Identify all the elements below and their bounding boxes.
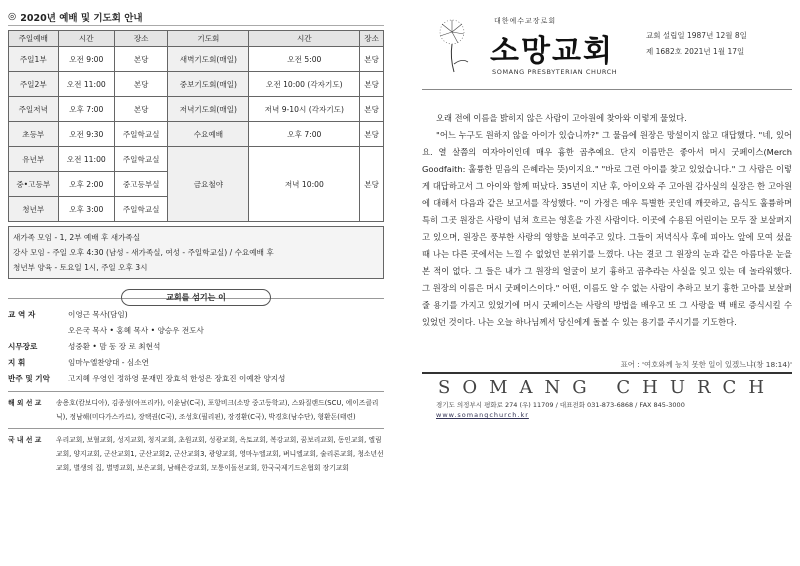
- footer-church-name: SOMANG CHURCH: [437, 377, 777, 398]
- footer-address: 경기도 의정부시 평화로 274 (우) 11709 / 대표전화 031-873-6868 / FAX 845-3000: [436, 401, 685, 409]
- schedule-notes: [8, 226, 384, 279]
- list-item: 지 휘 임마누엘찬양대 - 심소연: [8, 358, 149, 367]
- list-item: 오은국 목사 • 홍혜 목사 • 양승우 전도사: [68, 326, 204, 335]
- table-row: 청년부 오후 3:00 주일학교실: [9, 197, 384, 222]
- table-row: 유년부 오전 11:00 주일학교실 금요철야 저녁 10:00 본당: [9, 147, 384, 172]
- right-page: [422, 8, 792, 419]
- missions-domestic: 국 내 선 교 우리교회, 보혈교회, 성지교회, 청지교회, 초원교회, 성광교회, 옥토교회, 복강교회, 꿈보리교회, 동인교회, 엘림교회, 양지교회, 군산교회1, 군산교회2, 군산교회3, 광양교회, 영마누엘교회, 벼니엘교회, 술리론교회, 청소년선교회, 별생의 집, 별명교회, 보은교회, 남해은강교회, 모퉁이돌선교회, 한국국제기드온협회 장기교회: [8, 436, 384, 472]
- header-place: 장소: [114, 31, 167, 47]
- header-time: 시간: [58, 31, 114, 47]
- table-row: 주일1부 오전 9:00 본당 새벽기도회(매일) 오전 5:00 본당: [9, 47, 384, 72]
- table-row: 초등부 오전 9:30 주일학교실 수요예배 오후 7:00 본당: [9, 122, 384, 147]
- footer-website-link[interactable]: www.somangchurch.kr: [436, 411, 529, 419]
- header-place-2: 장소: [360, 31, 384, 47]
- list-item: 시무장로 성중환 • 맘 동 장 로 최현석: [8, 342, 161, 351]
- dandelion-icon: [432, 14, 474, 74]
- missions-abroad: 해 외 선 교 송용호(캄보디아), 김종성(아프리카), 이윤남(C국), 포항비크(소망 중고등학교), 스와질랜드(SCU, 에이즈클리닉), 정남해(미다가스카르), 장택권(C국), 조성호(필리핀), 장경환(C국), 박경호(남수단), 형환돈(태련): [8, 399, 379, 421]
- issue-info: 교회 설립일 1987년 12월 8일 제 1682호 2021년 1월 17일: [646, 31, 747, 56]
- servants-title: 교회를 섬기는 이: [121, 289, 271, 306]
- note-line: 청년부 양육 - 토요일 1시, 주일 오후 3시: [13, 263, 148, 272]
- header-worship: 주일예배: [9, 31, 59, 47]
- schedule-title: ◎ 2020년 예배 및 기도회 안내: [8, 8, 384, 26]
- list-item: 반주 및 기악 고지혜 우영인 정하영 문재민 장효석 한성은 장효진 이예찬 양지성: [8, 374, 286, 383]
- bulletin-header: [422, 8, 792, 90]
- schedule-table: [8, 30, 384, 222]
- bullet-icon: ◎: [8, 11, 17, 22]
- table-row: 주일저녁 오후 7:00 본당 저녁기도회(매일) 저녁 9-10시 (각자기도) 본당: [9, 97, 384, 122]
- note-line: 강사 모임 - 주일 오후 4:30 (남성 - 새가족실, 여성 - 주일학교실) / 수요예배 후: [13, 248, 274, 257]
- table-row: 주일2부 오전 11:00 본당 중보기도회(매일) 오전 10:00 (각자기도) 본당: [9, 72, 384, 97]
- story-text: 오래 전에 이름을 밝히지 않은 사람이 고아원에 찾아와 이렇게 물었다. "어느 누구도 원하지 않을 아이가 있습니까?" 그 물음에 원장은 망설이지 않고 대답했다. "네, 있어요. 열 살쯤의 여자아이인데 매우 흉한 곱추예요. 단지 이름만은 좋아서 머시 굿페이스(Merch Goodfaith: 훌륭한 믿음의 은혜라는 뜻)이지요." "바로 그런 아이를 찾고 있었습니다." 그 사람은 이렇게 대답하고서 그 아이와 함께 떠났다. 35년이 지난 후, 아이오와 주 고아원 감사실의 실장은 한 고아원에 대해서 다음과 같은 보고서를 작성했다. "이 가정은 매우 특별한 곳인데 깨끗하고, 음식도 훌륭하며 특히 그곳 원장은 사랑이 넘쳐 흐르는 영혼을 가진 사람이다. 이곳에 수용된 어린이는 모두 잘 보살펴지고 있으며, 원장은 풍부한 사랑의 영향을 보여주고 있다. 그들이 저녁식사 후에 피아노 앞에 모여 섰을 때 나는 다른 곳에서는 느낄 수 없었던 분위기를 느꼈다. 나는 결코 그 원장의 눈과 같은 아름다운 눈을 본 적이 없다. 그 들은 내가 그 원장의 얼굴이 보기 흉하고 곱추라는 사실을 잊고 있는 데 놀라워했다. 그 원장의 이름은 머시 굿페이스이다." 어떤, 이름도 알 수 없는 사람이 추하고 보기 흉한 고아를 보살펴 줄 용기를 가지고 있었기에 머시 굿페이스는 사랑의 방법을 배우고 또 그 사랑을 백 배로 증식시킬 수 있었던 것이다. 나는 오늘 하나님께서 당신에게 돌볼 수 있는 용기를 주시기를 기도한다.: [422, 113, 792, 327]
- header-prayer: 기도회: [168, 31, 249, 47]
- table-row: 중•고등부 오후 2:00 중고등부실: [9, 172, 384, 197]
- left-page: [8, 8, 384, 475]
- church-logo: 대한예수교장로회 소망교회 SOMANG PRESBYTERIAN CHURCH: [432, 14, 632, 84]
- divider: [8, 428, 384, 429]
- list-item: 교 역 자 이영근 목사(담임): [8, 310, 128, 319]
- footer: [422, 372, 792, 419]
- staff-list: [8, 307, 384, 387]
- divider: [8, 391, 384, 392]
- motto: 표어 : '여호와께 능치 못한 일이 있겠느냐(창 18:14)': [620, 360, 792, 369]
- header-time-2: 시간: [249, 31, 360, 47]
- note-line: 새가족 모임 - 1, 2부 예배 후 새가족실: [13, 233, 141, 242]
